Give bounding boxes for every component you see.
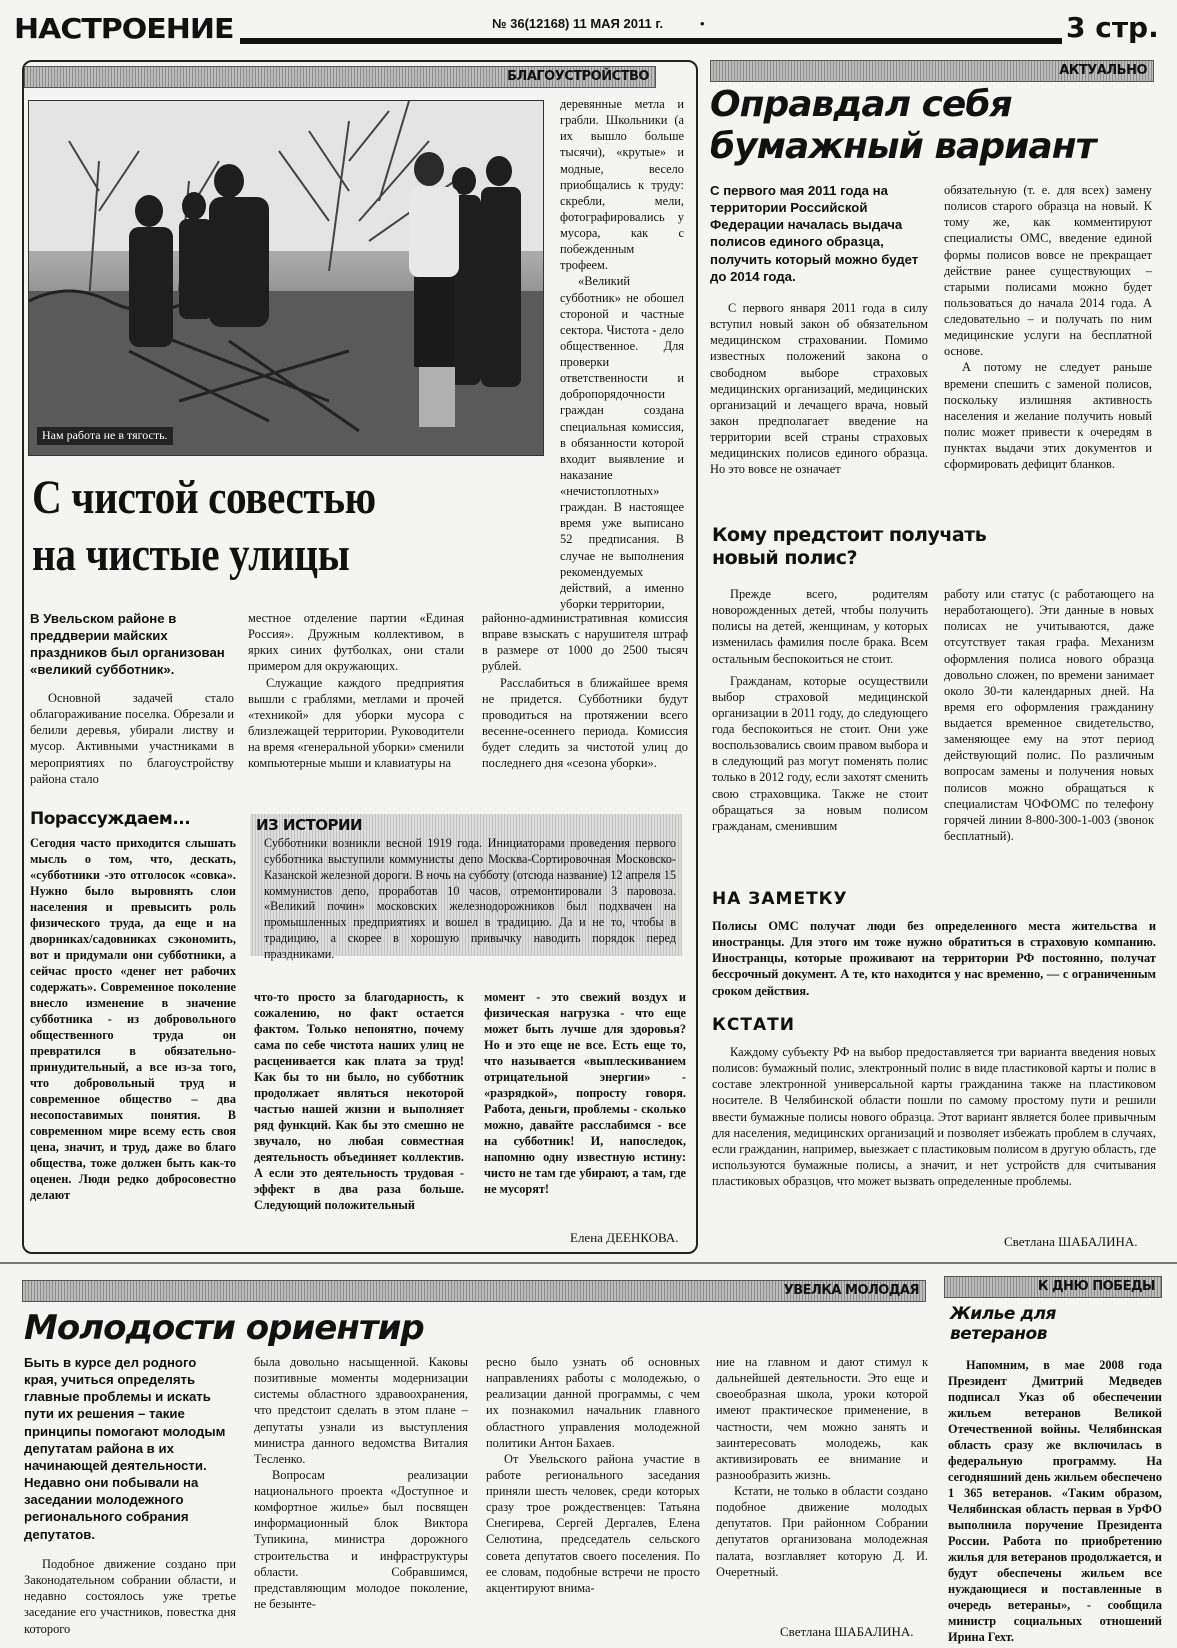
article-lead: В Увельском районе в преддверии майских праздников был организован «великий субботник». (30, 611, 225, 678)
bottom-col3-p1: ресно было узнать об основных направлениях работы с молодежью, о реализации данной программы, с чем их познакомил начальник главного областного управления молодежной политики Антон Бахаев. (486, 1355, 700, 1450)
rubric-label: К ДНЮ ПОБЕДЫ (1037, 1279, 1155, 1294)
discuss-text: Сегодня часто приходится слышать мысль о том, что, дескать, «субботники -это отголосок «совка». Нужно было выровнять слои населения и превысить роль физического труда, да еще и на дворниках/садовниках сэкономить, вот и придумали они субботники, а сейчас просто «денег нет рабочих содержать». Современное поколение внесло изменение в значение субботника - из добровольного общественного труда он превратился в обязательно-принудительный, а все из-за того, что добровольный труд и современное общество – два несопоставимых понятия. В современном мире всему есть своя цена, значит, и труд, даже во благо общества, тоже должен быть как-то оценен. Люди редко добросовестно делают (30, 836, 236, 1202)
rubric-label: АКТУАЛЬНО (1059, 63, 1147, 78)
author-shabalina-bottom: Светлана ШАБАЛИНА. (780, 1624, 914, 1639)
history-title: ИЗ ИСТОРИИ (256, 816, 363, 834)
rubric-bar-victory (944, 1276, 1162, 1298)
policy-col1-p2: Гражданам, которые осуществили выбор страховой медицинской организации в 2011 году, до следующего года беспокоиться не стоит. Они уже воспользовались своим правом выбора и в следующий раз могут поменять полис только в 2012 году, если захотят сменить свою страховщика. Также не стоит обращаться за новым полисом гражданам, сменившим (712, 673, 928, 833)
right-col1: С первого января 2011 года в силу вступил новый закон об обязательном медицинском страховании. Помимо известных положений закона о свободном выборе страховых медицинских организаций, медицинских организаций и лечащего врача, новый закон предполагает введение на территории всей страны страховых медицинских полисов единого образца. Но это вовсе не означает (710, 301, 928, 477)
article-col3 (482, 610, 688, 771)
victory-title-line2: ветеранов (950, 1324, 1047, 1345)
bottom-col3-p2: От Увельского района участие в работе регионального заседания приняли шесть человек, среди которых сразу трое рождественцев: Татьяна Снегирева, Сергей Дергалев, Елена Селютина, председатель сельского совета депутатов своего поселения. По ее словам, подобные встречи не просто акцентируют внима- (486, 1451, 700, 1595)
author-deenkova: Елена ДЕЕНКОВА. (570, 1230, 679, 1245)
policy-col2: работу или статус (с работающего на неработающего). Эти данные в новых полисах не учитываются, даже отсутствует такая графа. Механизм оформления полиса нового образца довольно сложен, по времени занимает около 30-ти календарных дней. На время его оформления гражданину выдается временное свидетельство, заменяющее ему на этот период действующий полис. По различным вопросам замены и получения новых полисов можно обращаться к специалистам ЧОФОМС по телефону горячей линии 8-800-300-1-003 (звонок бесплатный). (944, 587, 1154, 843)
article-title (32, 470, 445, 583)
victory-text: Напомним, в мае 2008 года Президент Дмитрий Медведев подписал Указ об обеспечении жильем ветеранов Великой Отечественной войны. Челябинская область сразу же включилась в федеральную программу. На сегодняшний день жильем обеспечено 1 365 ветеранов. «Таким образом, Челябинская область первая в УрФО выполнила поручение Президента России. Работа по приобретению жилья для ветеранов продолжается, и будут обеспечены жильем все нуждающиеся и поставленные в очередь ветераны», - сообщила министр социальных отношений Ирина Гехт. (948, 1358, 1162, 1644)
bottom-col4-p1: ние на главном и дают стимул к дальнейшей деятельности. Это еще и своеобразная школа, уроки которой имеют практическое применение, в частности, чем можно занять и заинтересовать молодежь, как активизировать ее внимание и разнообразить жизнь. (716, 1355, 928, 1482)
article-title-line1: С чистой совестью (32, 471, 376, 524)
section-name: НАСТРОЕНИЕ (14, 13, 234, 46)
article-col2 (248, 610, 464, 771)
rubric-label: УВЕЛКА МОЛОДАЯ (783, 1283, 919, 1298)
bottom-col1: Подобное движение создано при Законодательном собрании области, и недавно состоялось уже третье заседание его участников, повестка дня которого (24, 1557, 236, 1636)
article-right-col: момент - это свежий воздух и физическая нагрузка - что еще может быть лучше для здоровья? Но и это еще не все. Есть еще то, что называется «выплескиванием отрицательной энергии» - «разрядкой», попросту говоря. Работа, деньги, проблемы - сколько можно, давайте расслабимся - все на субботник! И, напоследок, напомню одну известную истину: чисто не там где убирают, а там, где не мусорят! (484, 990, 686, 1196)
history-text: Субботники возникли весной 1919 года. Инициаторами проведения первого субботника выступили коммунисты депо Москва-Сортировочная Московско-Казанской железной дороги. В ночь на субботу (отсюда название) 12 апреля 15 коммунистов депо, проработав 10 часов, отремонтировали 3 паровоза. «Великий почин» московских железнодорожников был подхвачен на промышленных предприятиях и вошел в традицию. Да и не то, чтобы в традицию, а скорее в хорошую привычку наводить порядок перед праздниками. (264, 836, 676, 962)
article-col2-p1: местное отделение партии «Единая Россия». Дружным коллективом, в ярких синих футболках, они стали примером для окружающих. (248, 611, 464, 674)
right-col2-p1: обязательную (т. е. для всех) замену полисов старого образца на новый. К тому же, как комментируют специалисты ОМС, введение единой формы полисов вовсе не прекращает действие ранее существующих – старыми полисами можно будет пользоваться до начала 2014 года. А следовательно – и получать по ним медицинские услуги на бесплатной основе. (944, 183, 1152, 359)
bottom-col3 (486, 1354, 700, 1596)
bottom-lead: Быть в курсе дел родного края, учиться определять главные проблемы и искать пути их решения – такие принципы помогают молодым депутатам района в их начинающей деятельности. Недавно они побывали на заседании молодежного регионального собрания депутатов. (24, 1355, 226, 1542)
bottom-col4 (716, 1354, 928, 1580)
right-title-line1: Оправдал себя (710, 84, 1012, 125)
right-col2 (944, 182, 1152, 472)
article-mid-col: что-то просто за благодарность, к сожалению, но факт остается фактом. Только непонятно, почему сама по себе чистота наших улиц не расценивается как плата за труд! Как бы то ни было, но субботник продолжает являться некоторой частью нашей жизни и выполняет ряд функций. Как бы это смешно не звучало, но любая совместная деятельность объединяет коллектив. А если это деятельность трудовая - эффект в два раза больше. Следующий положительный (254, 990, 464, 1212)
bottom-col2-p1: была довольно насыщенной. Каковы позитивные моменты модернизации системы областного здравоохранения, что предстоит сделать в этом плане – депутаты узнали из выступления министра данного ведомства Виталия Тесленко. (254, 1355, 468, 1466)
discuss-title: Порассуждаем... (30, 809, 191, 829)
victory-title-line1: Жилье для (950, 1304, 1056, 1324)
article-col3-p2: Расслабиться в ближайшее время не придется. Субботники будут проводиться на протяжении всего весенне-осеннего периода. Комиссия будет следить за чистотой улиц до последнего дня «сезона уборки». (482, 675, 688, 771)
article-col2-p2: Служащие каждого предприятия вышли с граблями, метлами и прочей «техникой» для уборки мусора с близлежащей территории. Руководители на время «генеральной уборки» сменили компьютерные мыши и клавиатуры на (248, 675, 464, 771)
victory-title (950, 1304, 1150, 1345)
policy-subtitle-line1: Кому предстоит получать (712, 524, 987, 546)
page-number: 3 стр. (1066, 11, 1159, 44)
side-col-p2: «Великий субботник» не обошел стороной и частные сектора. Чистота - дело общественное. Для проверки ответственности и добропорядочности граждан создана специальная комиссия, в обязанности которой входит выявление и наказание «нечистоплотных» граждан. В настоящее время уже выписано 52 предписания. В случае не выполнения рекомендуемых действий, а именно уборки территории, (560, 274, 684, 611)
policy-subtitle (712, 524, 1152, 570)
policy-subtitle-line2: новый полис? (712, 546, 858, 569)
history-box (250, 814, 682, 962)
right-title (710, 84, 1160, 169)
author-shabalina-right: Светлана ШАБАЛИНА. (1004, 1234, 1138, 1249)
note-title: НА ЗАМЕТКУ (712, 889, 848, 909)
rubric-label: БЛАГОУСТРОЙСТВО (507, 69, 649, 84)
rubric-bar-aktualno (710, 60, 1154, 82)
kstati-text: Каждому субъекту РФ на выбор предоставляется три варианта введения новых полисов: бумажный полис, электронный полис в виде пластиковой карты и полис в составе электронной универсальной карты гражданина также на пластиковом носителе. В Челябинской области пошли по самому простому пути и решили ввести бумажные полисы нового образца. Этот вариант является более привычным для населения, медицинских организаций и позволяет избежать проблем в случаях, если гражданин, например, выезжает с пластиковым полисом в другую область, где используются бумажные полисы, а значит, и нет устройств для считывания пластиковых образцов, что может вызвать определенные проблемы. (712, 1045, 1156, 1188)
right-lead: С первого мая 2011 года на территории Российской Федерации началась выдача полисов единого образца, получить который можно будет до 2014 года. (710, 183, 919, 284)
article-photo (28, 100, 544, 456)
bottom-col2-p2: Вопросам реализации национального проекта «Доступное и комфортное жилье» был посвящен информационный блок Виктора Тупикина, министра дорожного строительства и инфраструктуры области. Собравшимся, представляющим молодое поколение, не безынте- (254, 1467, 468, 1611)
article-col1: Основной задачей стало облагораживание поселка. Обрезали и белили деревья, убирали листву и мусор. Активными участниками в мероприятиях по благоустройству района стало (30, 691, 234, 786)
header-dot: • (700, 16, 705, 31)
right-title-line2: бумажный вариант (710, 126, 1096, 168)
bottom-col4-p2: Кстати, не только в области создано подобное движение молодых депутатов. При районном Собрании депутатов организована молодежная палата, возглавляет которую Д. И. Очеретный. (716, 1484, 928, 1579)
article-title-line2: на чистые улицы (32, 527, 350, 581)
bottom-title: Молодости ориентир (24, 1308, 424, 1348)
side-col-p1: деревянные метла и грабли. Школьники (а их вышло больше тысячи), «крутые» и модные, весело приобщались к труду: скребли, мели, фотографировались у мусора, как с побежденным трофеем. (560, 97, 684, 273)
issue-info: № 36(12168) 11 МАЯ 2011 г. (492, 16, 664, 31)
side-column (560, 96, 684, 612)
photo-illustration (29, 101, 544, 456)
header-rule (240, 38, 1062, 44)
rubric-bar-uvelka (22, 1280, 926, 1302)
note-text: Полисы ОМС получат люди без определенного места жительства и иностранцы. Для этого им тоже нужно обратиться в страховую компанию. Иностранцы, которые проживают на территории РФ постоянно, получат бессрочный документ. А те, кто находится у нас временно, — с ограниченным сроком действия. (712, 919, 1156, 998)
policy-col1 (712, 586, 928, 834)
photo-caption: Нам работа не в тягость. (37, 427, 173, 445)
policy-col1-p1: Прежде всего, родителям новорожденных детей, чтобы получить полисы на детей, женщинам, у которых изменилась фамилия после брака. Всем остальным беспокоиться не стоит. (712, 587, 928, 666)
article-col3-p1: районно-административная комиссия вправе взыскать с нарушителя штраф в размере от 1000 до 2500 тысяч рублей. (482, 611, 688, 674)
right-col2-p2: А потому не следует раньше времени спешить с заменой полисов, поскольку излишняя активность населения и желание получить новый полис может привести к очередям в пунктах выдачи этих документов и сформировать дефицит бланков. (944, 360, 1152, 472)
bottom-col2 (254, 1354, 468, 1612)
kstati-title: КСТАТИ (712, 1015, 795, 1035)
section-divider (0, 1262, 1177, 1264)
rubric-bar-blagoustroystvo (24, 66, 656, 88)
